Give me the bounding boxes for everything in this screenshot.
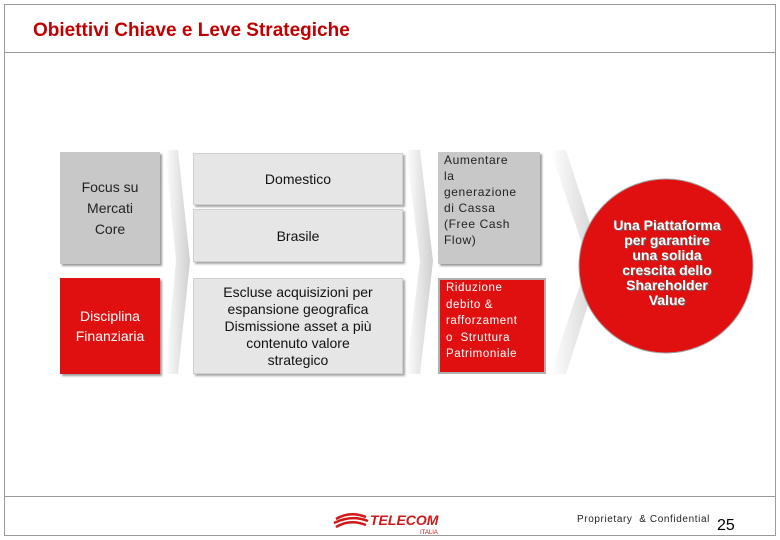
acq-line-5: strategico (267, 351, 329, 368)
footer-divider (4, 496, 776, 497)
acq-line-3: Dismissione asset a più (224, 317, 372, 334)
telecom-logo-icon (332, 507, 452, 535)
cassa-line-3: generazione (444, 185, 517, 199)
circle-line-2: per garantire (624, 232, 710, 248)
debito-line-2: debito & (446, 298, 493, 311)
circle-line-6: Value (648, 292, 686, 308)
riduzione-debito-box (438, 278, 546, 374)
chevron-arrow-2 (406, 150, 433, 374)
circle-line-5: Shareholder (626, 277, 708, 293)
focus-mercati-box (60, 152, 160, 264)
logo-sub-text: ITALIA (420, 530, 438, 535)
debito-line-5: Patrimoniale (446, 348, 518, 360)
focus-line-1: Focus su (81, 178, 139, 195)
logo-brand-text: TELECOM (370, 512, 439, 528)
slide-title: Obiettivi Chiave e Leve Strategiche (33, 20, 350, 41)
domestico-box (193, 153, 403, 205)
acq-line-2: espansione geografica (227, 300, 369, 317)
cassa-line-2: la (444, 169, 455, 183)
cassa-line-1: Aumentare (444, 153, 509, 167)
domestico-label: Domestico (264, 171, 332, 187)
circle-line-1: Una Piattaforma (613, 217, 721, 233)
disciplina-line-1-text: Disciplina (80, 308, 140, 324)
disciplina-finanziaria-box (60, 278, 160, 374)
brasile-label: Brasile (276, 227, 320, 244)
generazione-cassa-box (438, 152, 540, 264)
brasile-box (193, 209, 403, 262)
cassa-line-5: (Free Cash (444, 217, 511, 231)
shareholder-value-text (600, 218, 734, 308)
circle-line-4: crescita dello (622, 262, 712, 278)
focus-line-2: Mercati (87, 199, 133, 216)
circle-line-3: una solida (632, 247, 702, 263)
disciplina-line-2-text: Finanziaria (75, 328, 145, 344)
acq-line-4: contenuto valore (246, 334, 350, 351)
page-number: 25 (717, 517, 735, 534)
acq-line-1: Escluse acquisizioni per (223, 283, 373, 300)
chevron-arrow-1 (165, 150, 190, 374)
debito-line-1: Riduzione (446, 282, 503, 294)
cassa-line-4: di Cassa (444, 201, 496, 215)
footer-confidential: Proprietary & Confidential (577, 514, 710, 525)
debito-line-4: o Struttura (446, 331, 511, 344)
telecom-italia-logo (332, 507, 452, 540)
cassa-line-6: Flow) (444, 233, 477, 247)
focus-line-3: Core (94, 220, 126, 237)
debito-line-3: rafforzament (446, 315, 518, 327)
acquisizioni-box (193, 278, 403, 374)
